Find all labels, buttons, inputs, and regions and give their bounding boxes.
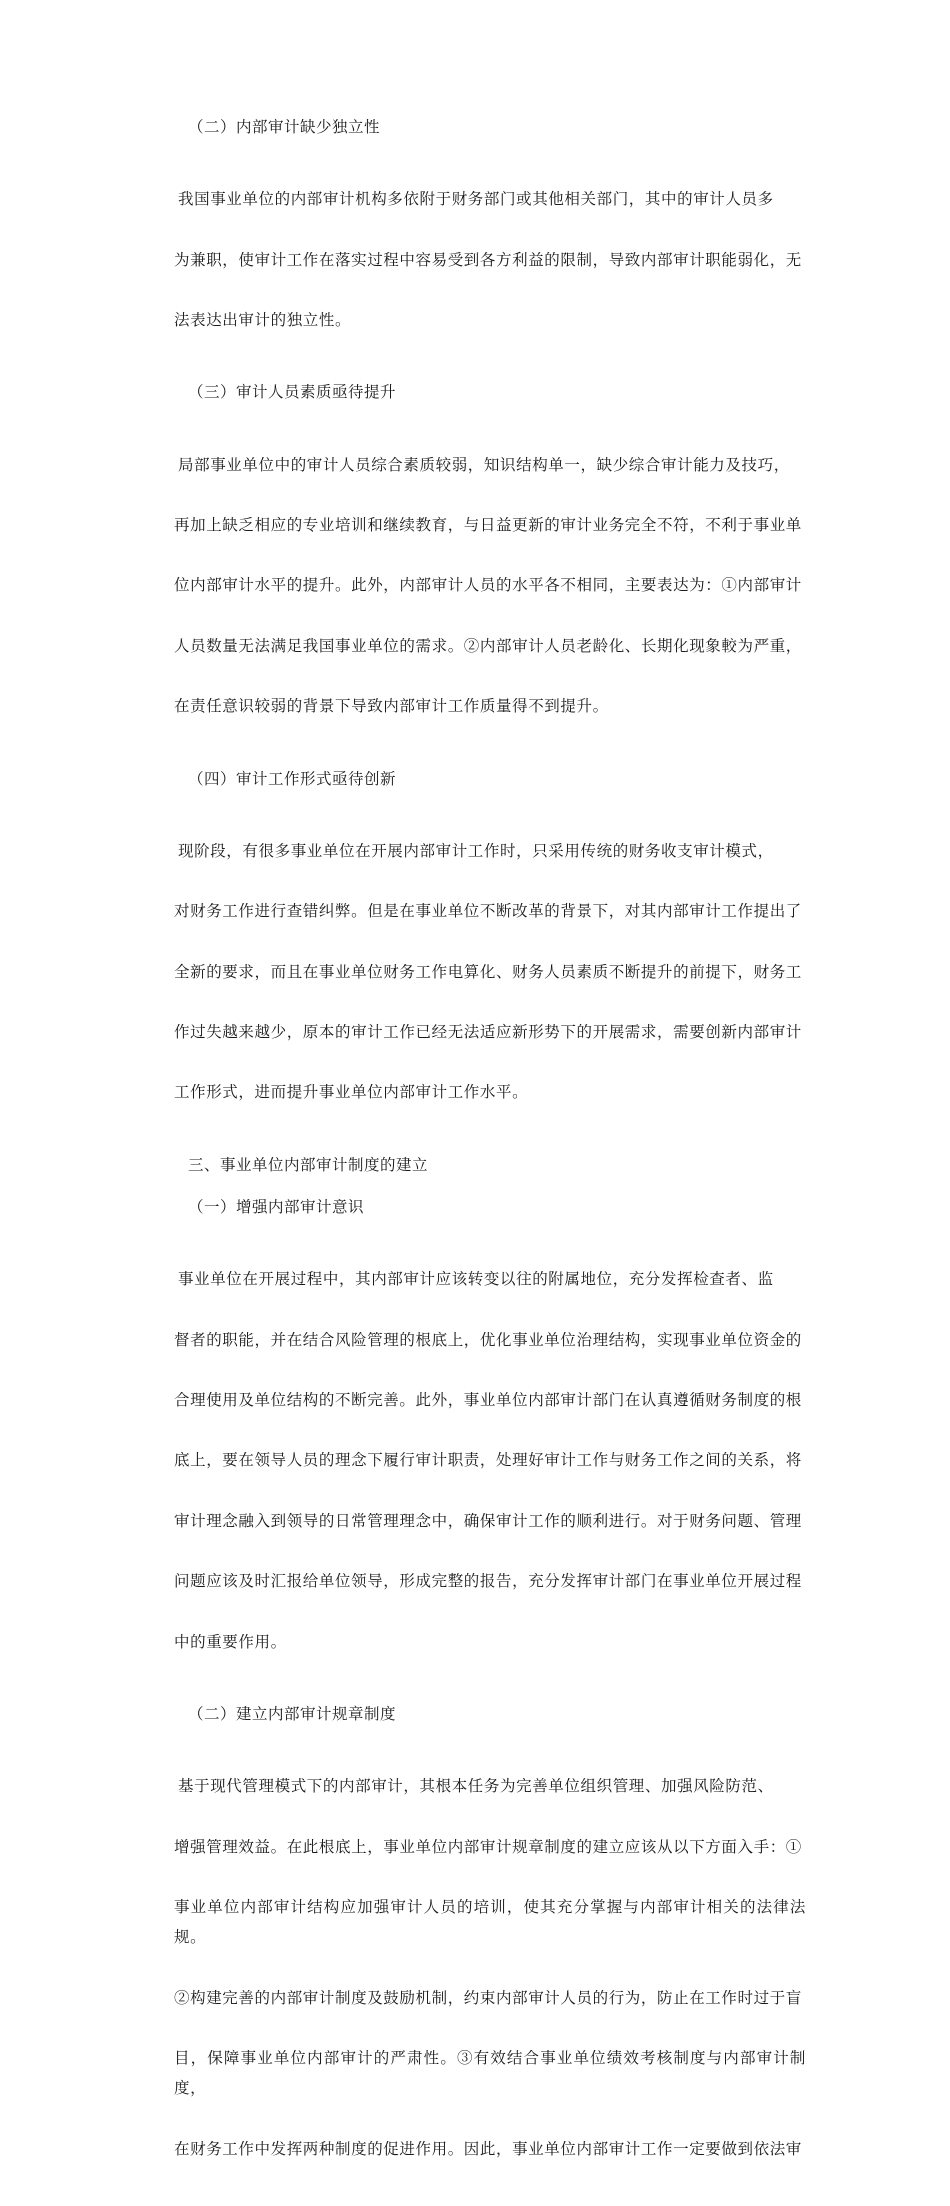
text-line: 问题应该及时汇报给单位领导，形成完整的报告，充分发挥审计部门在事业单位开展过程 <box>174 1572 802 1591</box>
text-line: 位内部审计水平的提升。此外，内部审计人员的水平各不相同，主要表达为：①内部审计 <box>174 576 802 595</box>
paragraph-regulations <box>174 1741 806 2194</box>
text-line: 基于现代管理模式下的内部审计，其根本任务为完善单位组织管理、加强风险防范、 <box>178 1777 774 1796</box>
text-line: 事业单位内部审计结构应加强审计人员的培训，使其充分掌握与内部审计相关的法律法规。 <box>174 1897 806 1947</box>
text-line: 合理使用及单位结构的不断完善。此外，事业单位内部审计部门在认真遵循财务制度的根 <box>174 1390 802 1409</box>
text-line: 事业单位在开展过程中，其内部审计应该转变以往的附属地位，充分发挥检查者、监 <box>178 1270 774 1289</box>
section-heading-staff-quality: （三）审计人员素质亟待提升 <box>188 383 397 402</box>
document-page <box>174 112 806 2206</box>
text-line: 法表达出审计的独立性。 <box>174 311 352 330</box>
text-line: 全新的要求，而且在事业单位财务工作电算化、财务人员素质不断提升的前提下，财务工 <box>174 962 802 981</box>
paragraph-independence <box>174 154 806 365</box>
text-line: 增强管理效益。在此根底上，事业单位内部审计规章制度的建立应该从以下方面入手：① <box>174 1837 802 1856</box>
text-line: 在财务工作中发挥两种制度的促进作用。因此，事业单位内部审计工作一定要做到依法审 <box>174 2139 802 2158</box>
text-line: 现阶段，有很多事业单位在开展内部审计工作时，只采用传统的财务收支审计模式， <box>178 841 774 860</box>
text-line: 督者的职能，并在结合风险管理的根底上，优化事业单位治理结构，实现事业单位资金的 <box>174 1330 802 1349</box>
text-line: 中的重要作用。 <box>174 1632 287 1651</box>
text-line: 为兼职，使审计工作在落实过程中容易受到各方利益的限制，导致内部审计职能弱化，无 <box>174 250 802 269</box>
section-heading-independence: （二）内部审计缺少独立性 <box>188 118 381 136</box>
text-line: 人员数量无法满足我国事业单位的需求。②内部审计人员老龄化、长期化现象較为严重， <box>174 636 802 655</box>
text-line: 作过失越来越少，原本的审计工作已经无法适应新形势下的开展需求，需要创新内部审计 <box>174 1023 802 1042</box>
text-line: ②构建完善的内部审计制度及鼓励机制，约束内部审计人员的行为，防止在工作时过于盲 <box>174 1988 802 2007</box>
section-heading-awareness: （一）增强内部审计意识 <box>188 1197 365 1216</box>
text-line: 底上，要在领导人员的理念下履行审计职责，处理好审计工作与财务工作之间的关系，将 <box>174 1451 802 1470</box>
paragraph-awareness <box>174 1234 806 1687</box>
paragraph-work-form <box>174 806 806 1138</box>
section-heading-regulations: （二）建立内部审计规章制度 <box>188 1704 397 1723</box>
section-heading-work-form: （四）审计工作形式亟待创新 <box>188 769 397 788</box>
paragraph-staff-quality <box>174 419 806 751</box>
text-line: 我国事业单位的内部审计机构多依附于财务部门或其他相关部门，其中的审计人员多 <box>178 190 774 209</box>
text-line: 再加上缺乏相应的专业培训和继续教育，与日益更新的审计业务完全不符，不利于事业单 <box>174 516 802 535</box>
text-line: 目，保障事业单位内部审计的严肃性。③有效结合事业单位绩效考核制度与内部审计制度， <box>174 2048 806 2098</box>
text-line: 审计理念融入到领导的日常管理理念中，确保审计工作的顺利进行。对于财务问题、管理 <box>174 1511 802 1530</box>
text-line: 对财务工作进行查错纠弊。但是在事业单位不断改革的背景下，对其内部审计工作提出了 <box>174 902 802 921</box>
text-line: 工作形式，进而提升事业单位内部审计工作水平。 <box>174 1083 529 1102</box>
chapter-heading-establishment: 三、事业单位内部审计制度的建立 <box>188 1155 429 1174</box>
text-line: 局部事业单位中的审计人员综合素质较弱，知识结构单一，缺少综合审计能力及技巧， <box>178 455 790 474</box>
text-line: 在责任意识较弱的背景下导致内部审计工作质量得不到提升。 <box>174 697 609 716</box>
